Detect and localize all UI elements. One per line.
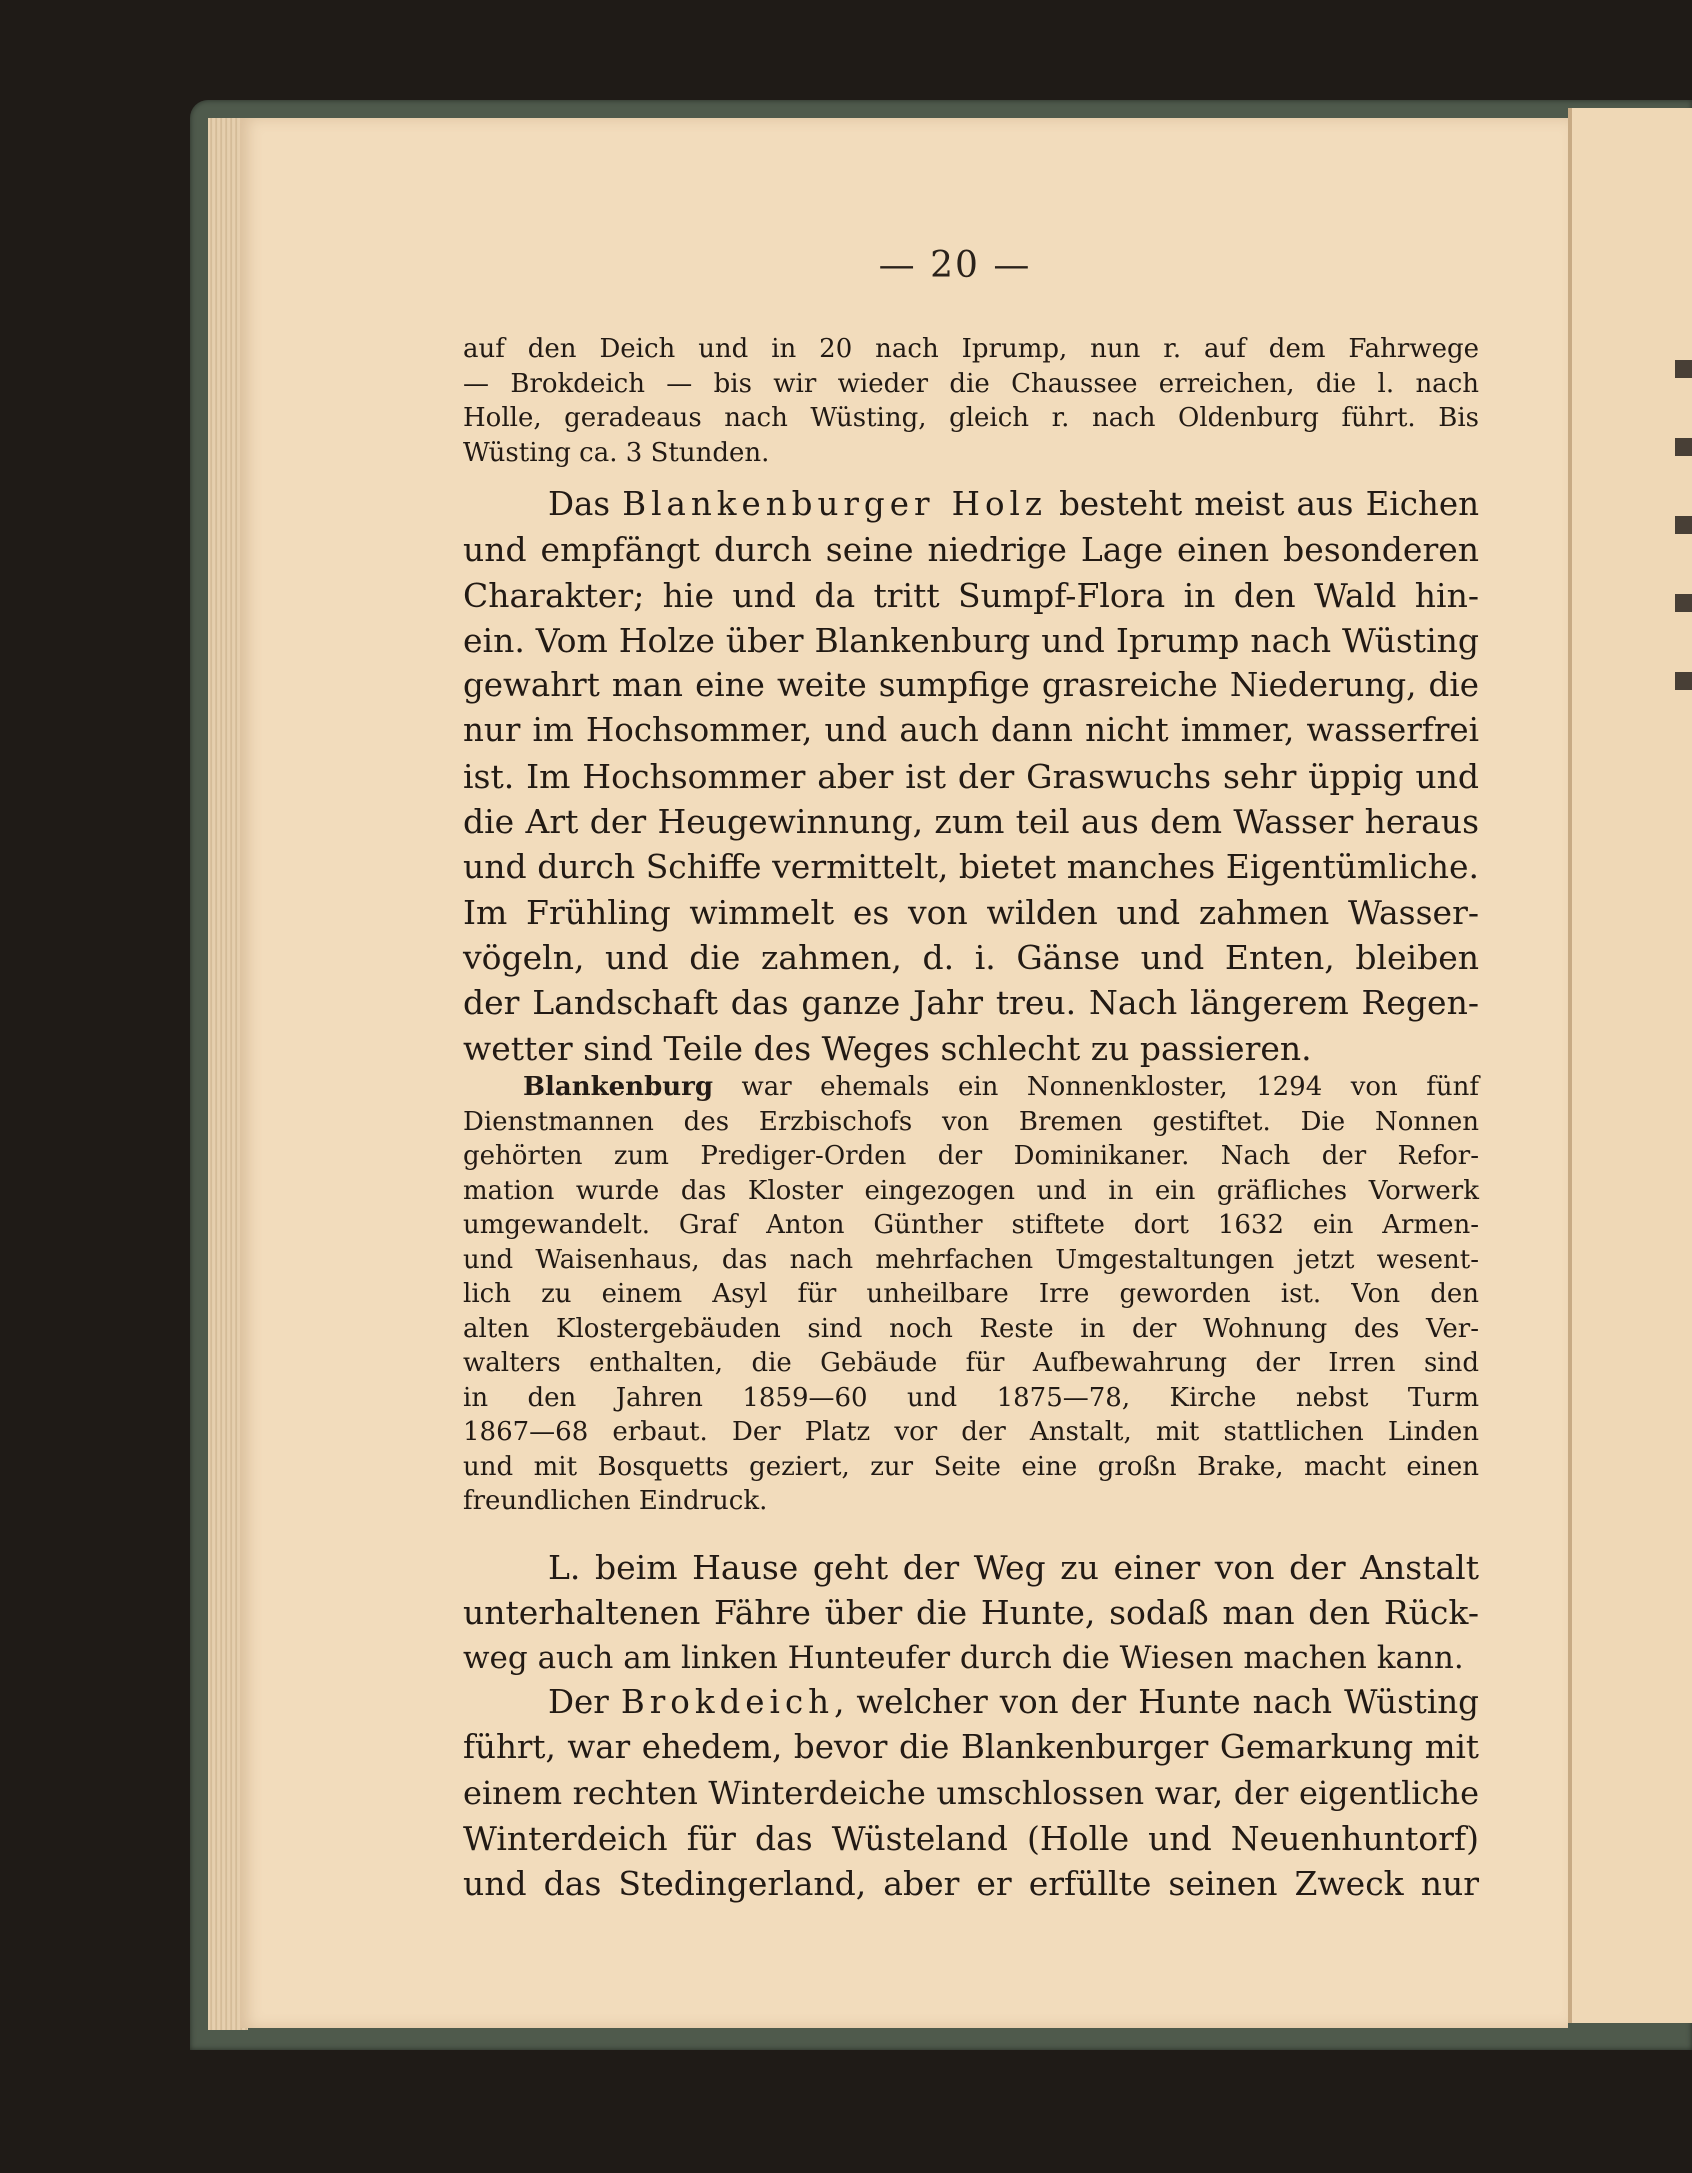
text-line: und Waisenhaus, das nach mehrfachen Umgestaltungen jetzt wesent- <box>463 1244 1479 1275</box>
paragraph-2 <box>463 482 1479 1071</box>
emphasis-brokdeich: Brokdeich <box>620 1683 835 1721</box>
text-line: Blankenburg war ehemals ein Nonnenkloster, 1294 von fünf <box>523 1072 1479 1102</box>
text-line: vögeln, und die zahmen, d. i. Gänse und Enten, bleiben <box>463 937 1479 977</box>
text-line: und das Stedingerland, aber er erfüllte seinen Zweck nur <box>463 1864 1479 1904</box>
text-line: walters enthalten, die Gebäude für Aufbewahrung der Irren sind <box>463 1348 1479 1378</box>
text-line: führt, war ehedem, bevor die Blankenburger Gemarkung mit <box>463 1728 1479 1767</box>
facing-page-text-fragments <box>1675 300 1692 700</box>
text-line: Charakter; hie und da tritt Sumpf-Flora in den Wald hin- <box>463 575 1479 615</box>
text-line: alten Klostergebäuden sind noch Reste in der Wohnung des Ver- <box>463 1313 1479 1344</box>
text-line: weg auch am linken Hunteufer durch die Wiesen machen kann. <box>463 1639 1464 1676</box>
paragraph-5 <box>463 1680 1479 1906</box>
text-line: wetter sind Teile des Weges schlecht zu passieren. <box>463 1028 1312 1068</box>
text-line: Winterdeich für das Wüsteland (Holle und Neuenhuntorf) <box>463 1818 1479 1858</box>
paragraph-4 <box>463 1545 1479 1681</box>
text-line: ein. Vom Holze über Blankenburg und Iprump nach Wüsting <box>463 620 1479 660</box>
text-line: Im Frühling wimmelt es von wilden und zahmen Wasser- <box>463 892 1479 932</box>
text-line: einem rechten Winterdeiche umschlossen war, der eigentliche <box>463 1773 1479 1812</box>
text-line: und durch Schiffe vermittelt, bietet manches Eigentümliche. <box>463 847 1479 887</box>
text-line: Der Brokdeich, welcher von der Hunte nach Wüsting <box>548 1683 1479 1721</box>
facing-page <box>1568 108 1692 2023</box>
lead-word-blankenburg: Blankenburg <box>523 1072 714 1102</box>
text-line: in den Jahren 1859—60 und 1875—78, Kirche nebst Turm <box>463 1382 1479 1413</box>
text-line: — Brokdeich — bis wir wieder die Chaussee erreichen, die l. nach <box>463 368 1479 399</box>
text-line: mation wurde das Kloster eingezogen und in ein gräfliches Vorwerk <box>463 1175 1479 1206</box>
page-number: — 20 — <box>878 245 1032 286</box>
text-line: gehörten zum Prediger-Orden der Dominikaner. Nach der Refor- <box>463 1141 1479 1171</box>
text-line: L. beim Hause geht der Weg zu einer von der Anstalt <box>548 1548 1479 1587</box>
text-line: Das Blankenburger Holz besteht meist aus Eichen <box>548 485 1479 523</box>
text-line: und empfängt durch seine niedrige Lage einen besonderen <box>463 530 1479 570</box>
text-line: ist. Im Hochsommer aber ist der Graswuchs sehr üppig und <box>463 756 1479 796</box>
text-line: Holle, geradeaus nach Wüsting, gleich r. nach Oldenburg führt. Bis <box>463 403 1479 433</box>
text-line: gewahrt man eine weite sumpfige grasreiche Niederung, die <box>463 666 1479 705</box>
text-line: umgewandelt. Graf Anton Günther stiftete dort 1632 ein Armen- <box>463 1210 1479 1240</box>
text-line: Wüsting ca. 3 Stunden. <box>463 437 770 468</box>
text-line: nur im Hochsommer, und auch dann nicht immer, wasserfrei <box>463 711 1479 750</box>
text-line: lich zu einem Asyl für unheilbare Irre geworden ist. Von den <box>463 1279 1479 1309</box>
text-line: der Landschaft das ganze Jahr treu. Nach längerem Regen- <box>463 983 1479 1023</box>
text-line: freundlichen Eindruck. <box>463 1486 768 1516</box>
text-line: und mit Bosquetts geziert, zur Seite eine großn Brake, macht einen <box>463 1451 1479 1482</box>
text-line: 1867—68 erbaut. Der Platz vor der Anstalt, mit stattlichen Linden <box>463 1417 1479 1447</box>
paragraph-3 <box>463 1070 1479 1519</box>
text-line: die Art der Heugewinnung, zum teil aus dem Wasser heraus <box>463 802 1479 842</box>
text-line: unterhaltenen Fähre über die Hunte, sodaß man den Rück- <box>463 1593 1479 1633</box>
emphasis-blankenburger-holz: Blankenburger Holz <box>622 485 1048 523</box>
text-line: auf den Deich und in 20 nach Iprump, nun r. auf dem Fahrwege <box>463 334 1479 364</box>
paragraph-1 <box>463 332 1479 470</box>
text-line: Dienstmannen des Erzbischofs von Bremen gestiftet. Die Nonnen <box>463 1106 1479 1137</box>
